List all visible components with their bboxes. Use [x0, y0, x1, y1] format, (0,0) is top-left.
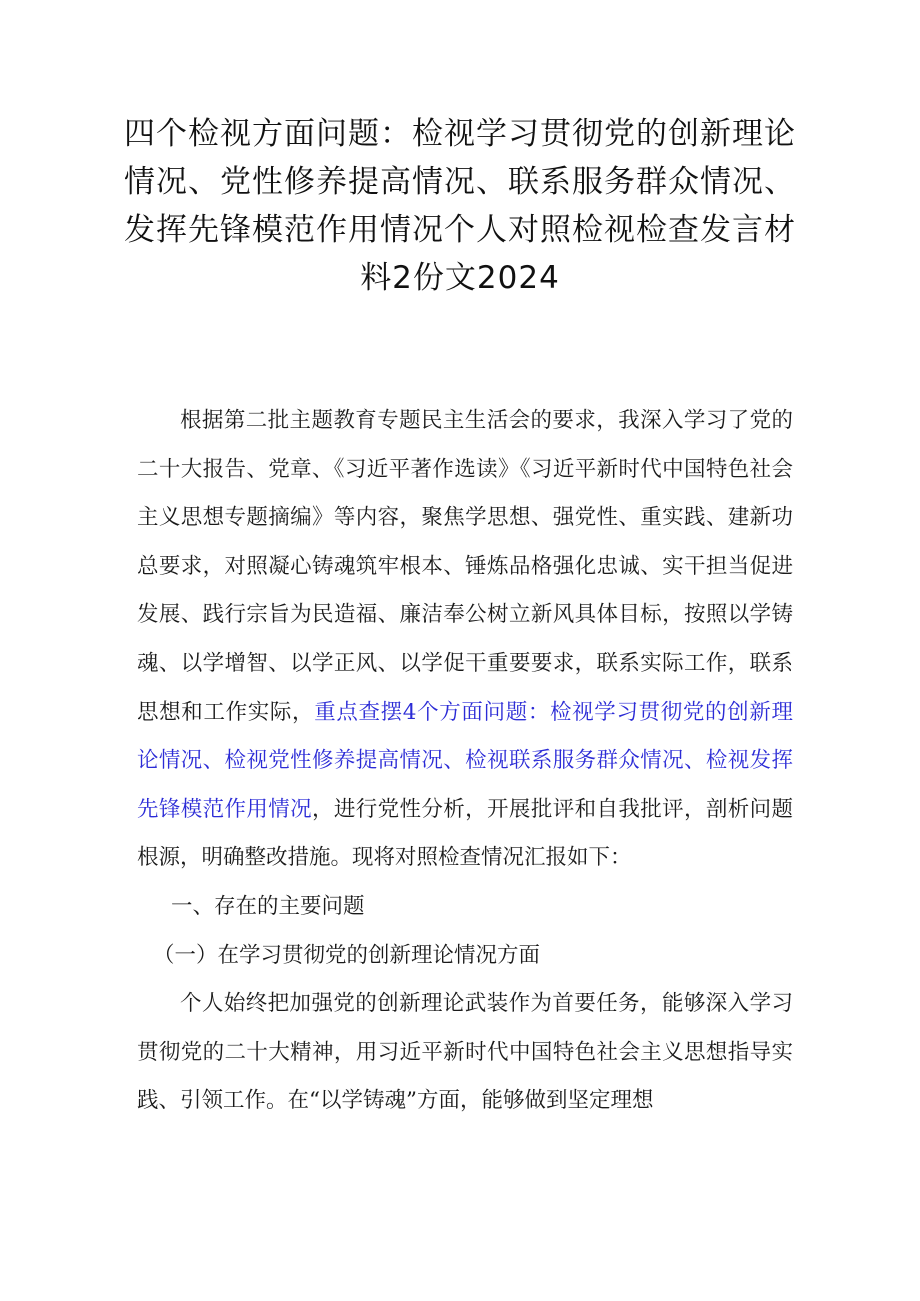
body-paragraph: 个人始终把加强党的创新理论武装作为首要任务，能够深入学习贯彻党的二十大精神，用习近平新时代中国特色社会主义思想指导实践、引领工作。在“以学铸魂”方面，能够做到坚定理想	[137, 991, 793, 1114]
document-body	[137, 397, 793, 1126]
section-heading: 一、存在的主要问题	[171, 893, 365, 919]
subsection-heading: （一）在学习贯彻党的创新理论情况方面	[153, 942, 541, 968]
document-title: 四个检视方面问题：检视学习贯彻党的创新理论情况、党性修养提高情况、联系服务群众情况、发挥先锋模范作用情况个人对照检视检查发言材料2份文2024	[124, 116, 796, 296]
intro-highlight-text: 重点查摆4个方面问题：检视学习贯彻党的创新理论情况、检视党性修养提高情况、检视联系服务群众情况、检视发挥先锋模范作用情况	[137, 699, 793, 822]
intro-paragraph	[137, 397, 793, 883]
intro-text-part2: ，进行党性分析，开展批评和自我批评，剖析问题根源，明确整改措施。现将对照检查情况汇报如下：	[137, 796, 793, 871]
intro-text-part1: 根据第二批主题教育专题民主生活会的要求，我深入学习了党的二十大报告、党章、《习近平著作选读》《习近平新时代中国特色社会主义思想专题摘编》等内容，聚焦学思想、强党性、重实践、建新功总要求，对照凝心铸魂筑牢根本、锤炼品格强化忠诚、实干担当促进发展、践行宗旨为民造福、廉洁奉公树立新风具体目标，按照以学铸魂、以学增智、以学正风、以学促干重要要求，联系实际工作，联系思想和工作实际，	[137, 408, 793, 725]
